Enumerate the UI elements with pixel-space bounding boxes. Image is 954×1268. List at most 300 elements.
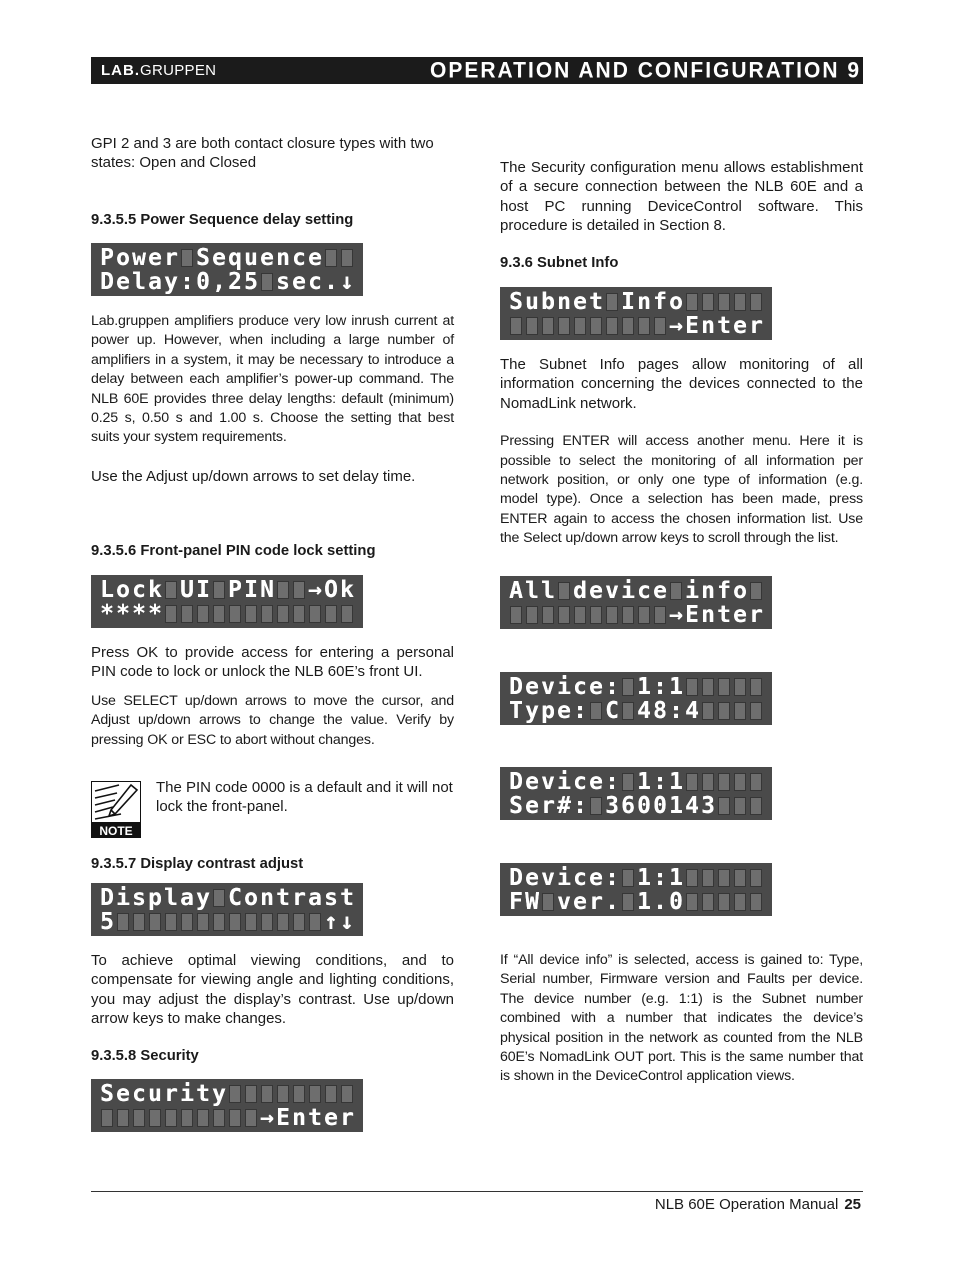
lcd-char: .: [605, 889, 619, 915]
lcd-char: [243, 603, 259, 625]
lcd-line: [99, 910, 357, 934]
lcd-char: 1: [637, 889, 651, 915]
lcd-security: [91, 1079, 363, 1132]
lcd-char: *: [100, 601, 114, 627]
lcd-char: [748, 771, 764, 793]
lcd-char: [700, 291, 716, 313]
lcd-char: [732, 291, 748, 313]
security-heading: 9.3.5.8 Security: [91, 1048, 199, 1064]
lcd-char: [115, 1107, 131, 1129]
lcd-char: [195, 603, 211, 625]
lcd-char: l: [132, 269, 146, 295]
footer-rule: [91, 1191, 863, 1192]
lcd-char: i: [557, 674, 571, 700]
lcd-char: f: [653, 289, 667, 315]
lcd-char: :: [605, 769, 619, 795]
lcd-char: r: [164, 245, 178, 271]
lcd-char: n: [260, 885, 274, 911]
lcd-char: :: [653, 865, 667, 891]
lcd-char: [748, 676, 764, 698]
lcd-char: 1: [669, 793, 683, 819]
lcd-char: e: [589, 578, 603, 604]
lcd-char: 2: [228, 269, 242, 295]
lcd-char: [620, 604, 636, 626]
lcd-char: [339, 603, 355, 625]
lab-gruppen-logo: LAB.GRUPPEN: [101, 62, 217, 79]
lcd-char: [620, 891, 636, 913]
lcd-char: [652, 315, 668, 337]
lcd-char: [147, 1107, 163, 1129]
lcd-char: c: [292, 245, 306, 271]
lcd-char: [227, 1083, 243, 1105]
lcd-char: *: [116, 601, 130, 627]
lcd-char: [179, 247, 195, 269]
lcd-char: D: [509, 674, 523, 700]
lcd-line: [508, 579, 766, 603]
lcd-char: [620, 867, 636, 889]
lcd-line: [99, 1082, 357, 1106]
lcd-char: [620, 676, 636, 698]
lcd-char: [243, 911, 259, 933]
lcd-char: 0: [196, 269, 210, 295]
lcd-char: [700, 771, 716, 793]
lcd-char: e: [653, 578, 667, 604]
lcd-line: [508, 314, 766, 338]
lcd-char: 3: [605, 793, 619, 819]
lcd-char: e: [308, 245, 322, 271]
lcd-char: ↑: [324, 909, 338, 935]
lcd-char: [99, 1107, 115, 1129]
lcd-char: →: [669, 313, 683, 339]
lcd-char: [732, 676, 748, 698]
lcd-char: o: [244, 885, 258, 911]
lcd-char: 5: [100, 909, 114, 935]
power-sequence-heading: 9.3.5.5 Power Sequence delay setting: [91, 212, 354, 228]
lcd-char: 4: [685, 793, 699, 819]
lcd-char: [275, 603, 291, 625]
lcd-char: [716, 795, 732, 817]
lcd-char: n: [276, 245, 290, 271]
lcd-char: I: [244, 577, 258, 603]
lcd-char: [211, 603, 227, 625]
lcd-char: [307, 1083, 323, 1105]
lcd-char: t: [589, 289, 603, 315]
lcd-line: [508, 794, 766, 818]
lcd-char: a: [308, 885, 322, 911]
lcd-line: [508, 290, 766, 314]
lcd-char: [748, 291, 764, 313]
lcd-char: t: [196, 1081, 210, 1107]
lcd-char: :: [605, 674, 619, 700]
lcd-char: [572, 604, 588, 626]
lcd-char: S: [196, 245, 210, 271]
subnet-info-text: The Subnet Info pages allow monitoring of all information concerning the devices connected to the NomadLink network. Pressing ENTER will access another menu. Here it is possible to select the monitoring of all information per network position, or only one type of information (e.g. model type). Once a selection has been made, press ENTER again to access the chosen information list. Use the Select up/down arrow keys to scroll through the list.: [500, 356, 863, 547]
lcd-char: 1: [669, 769, 683, 795]
lcd-char: [540, 891, 556, 913]
lcd-device-type: [500, 672, 772, 725]
lcd-char: [716, 867, 732, 889]
lcd-char: i: [116, 885, 130, 911]
gpi-paragraph: GPI 2 and 3 are both contact closure types with two states: Open and Closed: [91, 135, 434, 172]
lcd-line: [99, 270, 357, 294]
lcd-char: [748, 795, 764, 817]
lcd-char: k: [148, 577, 162, 603]
lcd-char: [291, 911, 307, 933]
lcd-char: s: [132, 885, 146, 911]
lcd-char: [588, 604, 604, 626]
lcd-line: [508, 890, 766, 914]
lcd-char: 6: [621, 793, 635, 819]
lcd-char: v: [541, 674, 555, 700]
lcd-char: r: [589, 889, 603, 915]
lcd-char: e: [557, 698, 571, 724]
lcd-char: [604, 604, 620, 626]
lcd-char: r: [340, 1105, 354, 1131]
lcd-device-serial: [500, 767, 772, 820]
lcd-char: .: [653, 889, 667, 915]
lcd-char: :: [605, 865, 619, 891]
lcd-char: [163, 911, 179, 933]
lcd-line: [508, 675, 766, 699]
manual-title: NLB 60E Operation Manual: [654, 1196, 839, 1213]
lcd-char: [716, 700, 732, 722]
lcd-char: [275, 1083, 291, 1105]
lcd-char: f: [717, 578, 731, 604]
lcd-char: S: [509, 793, 523, 819]
lcd-char: [556, 315, 572, 337]
lcd-char: [620, 700, 636, 722]
lcd-char: o: [116, 245, 130, 271]
lcd-char: [604, 315, 620, 337]
lcd-line: [99, 886, 357, 910]
lcd-char: :: [573, 698, 587, 724]
lcd-char: [179, 911, 195, 933]
lcd-char: [323, 247, 339, 269]
lcd-char: [275, 579, 291, 601]
lcd-char: S: [509, 289, 523, 315]
lcd-char: →: [669, 602, 683, 628]
lcd-char: [540, 604, 556, 626]
lcd-char: T: [509, 698, 523, 724]
lcd-char: .: [324, 269, 338, 295]
subnet-info-heading: 9.3.6 Subnet Info: [500, 255, 619, 271]
lcd-power-sequence: [91, 243, 363, 296]
svg-text:NOTE: NOTE: [99, 824, 133, 838]
lcd-char: :: [180, 269, 194, 295]
lcd-char: [227, 1107, 243, 1129]
lcd-char: w: [132, 245, 146, 271]
lcd-char: y: [525, 698, 539, 724]
lcd-char: a: [180, 885, 194, 911]
lcd-char: r: [749, 602, 763, 628]
lcd-char: [211, 1107, 227, 1129]
power-sequence-text: Lab.gruppen amplifiers produce very low inrush current at power up. However, when including a large number of amplifiers in a system, it may be necessary to introduce a delay between each amplifier’s power-up command. The NLB 60E provides three delay lengths: default (minimum) 0.25 s, 0.50 s and 1.00 s. Choose the setting that best suits your system requirements. Use the Adjust up/down arrows to set delay time.: [91, 313, 454, 485]
lcd-char: [524, 604, 540, 626]
lcd-char: [259, 271, 275, 293]
lcd-char: s: [324, 885, 338, 911]
lcd-char: [556, 604, 572, 626]
lcd-line: [508, 603, 766, 627]
lcd-char: [620, 315, 636, 337]
lcd-char: #: [557, 793, 571, 819]
lcd-char: [748, 891, 764, 913]
lcd-char: [588, 700, 604, 722]
lcd-char: e: [525, 674, 539, 700]
lcd-char: O: [324, 577, 338, 603]
lcd-char: [259, 603, 275, 625]
lcd-all-device-info: [500, 576, 772, 629]
lcd-char: [588, 315, 604, 337]
lcd-char: U: [180, 577, 194, 603]
lcd-char: [700, 700, 716, 722]
lcd-char: [716, 771, 732, 793]
lcd-char: :: [653, 769, 667, 795]
lcd-char: v: [541, 865, 555, 891]
lcd-char: [179, 603, 195, 625]
lcd-char: e: [573, 289, 587, 315]
lcd-char: s: [276, 269, 290, 295]
lcd-char: [227, 603, 243, 625]
lcd-char: u: [525, 289, 539, 315]
lcd-char: [684, 676, 700, 698]
lcd-char: [227, 911, 243, 933]
lcd-char: q: [228, 245, 242, 271]
lcd-char: y: [164, 269, 178, 295]
note-text: The PIN code 0000 is a default and it will not lock the front-panel.: [156, 779, 453, 816]
lcd-char: e: [733, 313, 747, 339]
lcd-char: [684, 771, 700, 793]
lcd-char: :: [653, 674, 667, 700]
lcd-char: c: [573, 865, 587, 891]
lcd-char: e: [212, 245, 226, 271]
lcd-char: C: [605, 698, 619, 724]
lcd-char: i: [621, 578, 635, 604]
lcd-char: *: [148, 601, 162, 627]
lcd-char: e: [733, 602, 747, 628]
lcd-char: v: [557, 889, 571, 915]
lcd-char: [211, 911, 227, 933]
lcd-char: v: [605, 578, 619, 604]
lcd-char: D: [509, 769, 523, 795]
lcd-char: [748, 867, 764, 889]
lcd-char: W: [525, 889, 539, 915]
lcd-char: *: [132, 601, 146, 627]
lcd-char: A: [509, 578, 523, 604]
lcd-char: [163, 579, 179, 601]
lcd-char: [732, 700, 748, 722]
lcd-char: r: [749, 313, 763, 339]
lcd-char: [716, 891, 732, 913]
lcd-pin-lock: [91, 575, 363, 628]
lcd-char: e: [260, 245, 274, 271]
lcd-char: a: [148, 269, 162, 295]
lcd-char: n: [701, 313, 715, 339]
lcd-char: [339, 247, 355, 269]
lcd-char: k: [340, 577, 354, 603]
lcd-char: E: [685, 602, 699, 628]
lcd-char: [291, 603, 307, 625]
lcd-char: c: [573, 674, 587, 700]
lcd-char: r: [541, 793, 555, 819]
lcd-line: [508, 699, 766, 723]
pin-lock-text: Press OK to provide access for entering a personal PIN code to lock or unlock the NLB 60E’s front UI. Use SELECT up/down arrows to move the cursor, and Adjust up/down arrows to change the value. Verify by pressing OK or ESC to abort without changes.: [91, 644, 454, 748]
lcd-char: 1: [669, 674, 683, 700]
lcd-char: u: [148, 1081, 162, 1107]
lcd-char: n: [637, 289, 651, 315]
lcd-char: [700, 676, 716, 698]
lcd-char: p: [541, 698, 555, 724]
lcd-char: [748, 700, 764, 722]
lcd-char: I: [196, 577, 210, 603]
lcd-char: [131, 911, 147, 933]
lcd-char: 1: [637, 865, 651, 891]
lcd-char: [604, 291, 620, 313]
lcd-char: [716, 291, 732, 313]
lcd-char: n: [701, 602, 715, 628]
lcd-subnet-info: [500, 287, 772, 340]
lcd-char: o: [733, 578, 747, 604]
lcd-line: [99, 578, 357, 602]
lcd-char: r: [292, 885, 306, 911]
lcd-char: b: [541, 289, 555, 315]
lcd-char: e: [324, 1105, 338, 1131]
lcd-char: r: [164, 1081, 178, 1107]
lcd-device-firmware: [500, 863, 772, 916]
lcd-line: [99, 602, 357, 626]
lcd-char: p: [148, 885, 162, 911]
lcd-char: [556, 580, 572, 602]
lcd-char: I: [621, 289, 635, 315]
lcd-line: [99, 246, 357, 270]
lcd-char: E: [276, 1105, 290, 1131]
lcd-char: [508, 315, 524, 337]
lcd-char: n: [292, 1105, 306, 1131]
lcd-char: [259, 911, 275, 933]
lcd-char: [540, 315, 556, 337]
lcd-char: 4: [637, 698, 651, 724]
lcd-char: c: [573, 769, 587, 795]
lcd-char: [588, 795, 604, 817]
lcd-char: t: [717, 602, 731, 628]
lcd-char: [652, 604, 668, 626]
lcd-char: c: [308, 269, 322, 295]
lcd-char: [636, 315, 652, 337]
lcd-char: D: [509, 865, 523, 891]
lcd-char: 1: [669, 865, 683, 891]
lcd-char: l: [164, 885, 178, 911]
all-device-info-text: If “All device info” is selected, access is gained to: Type, Serial number, Firmware version and Faults per device. The device number (e.g. 1:1) is the Subnet number combined with a number that indicates the device’s physical position in the network as counted from the NLB 60E’s NomadLink OUT port. This is the same number that is shown in the DeviceControl application views.: [500, 952, 863, 1085]
lcd-char: 4: [685, 698, 699, 724]
lcd-char: [115, 911, 131, 933]
security-text: The Security configuration menu allows establishment of a secure connection between the NLB 60E and a host PC running DeviceControl software. This procedure is detailed in Section 8.: [500, 159, 863, 235]
lcd-char: :: [573, 793, 587, 819]
lcd-char: [732, 795, 748, 817]
lcd-char: n: [557, 289, 571, 315]
lcd-char: [700, 891, 716, 913]
lcd-char: e: [525, 769, 539, 795]
lcd-char: t: [717, 313, 731, 339]
lcd-char: ,: [212, 269, 226, 295]
lcd-char: [684, 867, 700, 889]
lcd-char: [147, 911, 163, 933]
lcd-char: [524, 315, 540, 337]
lcd-char: l: [541, 578, 555, 604]
lcd-char: :: [669, 698, 683, 724]
lcd-char: t: [308, 1105, 322, 1131]
lcd-char: [163, 1107, 179, 1129]
display-contrast-heading: 9.3.5.7 Display contrast adjust: [91, 856, 304, 872]
lcd-char: →: [308, 577, 322, 603]
lcd-char: [323, 603, 339, 625]
lcd-char: P: [100, 245, 114, 271]
lcd-char: [195, 1107, 211, 1129]
lcd-char: u: [244, 245, 258, 271]
lcd-char: e: [148, 245, 162, 271]
lcd-char: E: [685, 313, 699, 339]
lcd-char: [291, 579, 307, 601]
lcd-char: t: [340, 885, 354, 911]
display-contrast-text: To achieve optimal viewing conditions, and to compensate for viewing angle and lighting conditions, you may adjust the display’s contrast. Use up/down arrow keys to make changes.: [91, 952, 454, 1028]
lcd-char: [732, 771, 748, 793]
lcd-char: i: [557, 769, 571, 795]
lcd-char: e: [116, 269, 130, 295]
lcd-char: n: [701, 578, 715, 604]
lcd-char: 0: [637, 793, 651, 819]
lcd-char: o: [669, 289, 683, 315]
lcd-char: [339, 1083, 355, 1105]
lcd-line: [508, 866, 766, 890]
lcd-char: [291, 1083, 307, 1105]
lcd-char: e: [589, 674, 603, 700]
lcd-char: 1: [637, 674, 651, 700]
lcd-char: [179, 1107, 195, 1129]
lcd-char: [700, 867, 716, 889]
lcd-char: e: [525, 793, 539, 819]
lcd-char: d: [573, 578, 587, 604]
lcd-char: c: [132, 577, 146, 603]
lcd-char: [572, 315, 588, 337]
lcd-char: [211, 887, 227, 909]
lcd-char: t: [276, 885, 290, 911]
lcd-char: C: [228, 885, 242, 911]
lcd-char: v: [541, 769, 555, 795]
lcd-display-contrast: [91, 883, 363, 936]
lcd-char: [636, 604, 652, 626]
lcd-char: [307, 911, 323, 933]
page-footer: [655, 1195, 861, 1215]
lcd-char: [243, 1083, 259, 1105]
lcd-char: i: [180, 1081, 194, 1107]
lcd-char: o: [116, 577, 130, 603]
lcd-line: [99, 1106, 357, 1130]
lcd-char: i: [557, 865, 571, 891]
lcd-char: i: [685, 578, 699, 604]
lcd-line: [508, 770, 766, 794]
lcd-char: c: [132, 1081, 146, 1107]
lcd-char: L: [100, 577, 114, 603]
lcd-char: [275, 911, 291, 933]
lcd-char: [620, 771, 636, 793]
lcd-char: 0: [669, 889, 683, 915]
lcd-char: →: [260, 1105, 274, 1131]
lcd-char: e: [116, 1081, 130, 1107]
lcd-char: [259, 1083, 275, 1105]
lcd-char: e: [589, 865, 603, 891]
lcd-char: [323, 1083, 339, 1105]
lcd-char: 1: [637, 769, 651, 795]
note-icon: [91, 781, 141, 838]
lcd-char: D: [100, 885, 114, 911]
